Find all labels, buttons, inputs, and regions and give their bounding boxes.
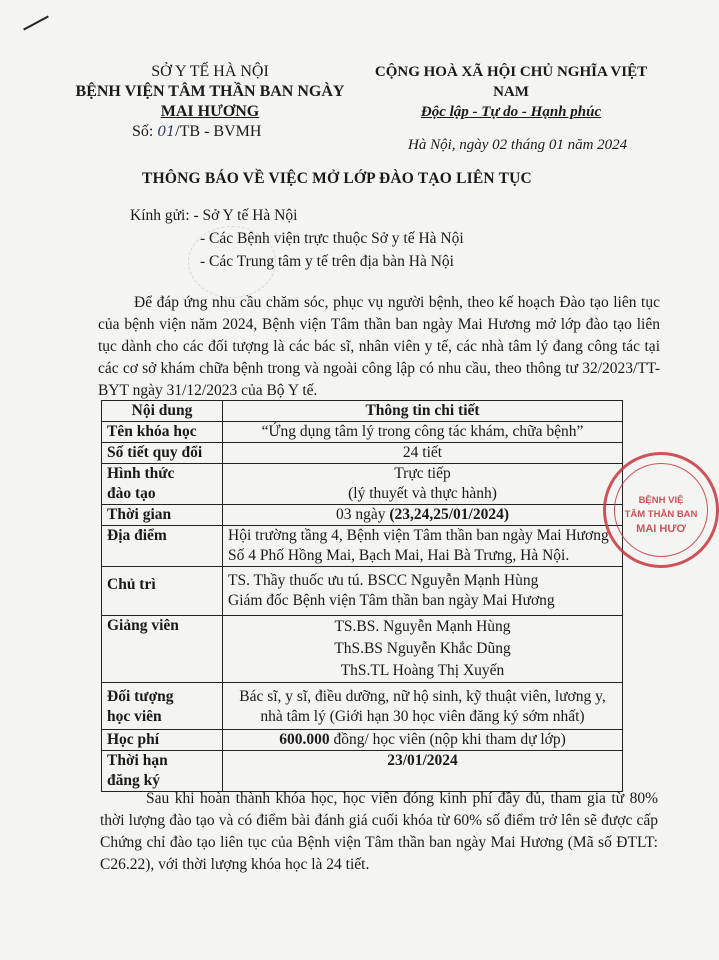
national-motto: Độc lập - Tự do - Hạnh phúc <box>420 104 602 120</box>
row-label-format-1: Hình thức <box>107 465 175 482</box>
table-row <box>102 464 623 505</box>
row-label-lecturer: Giảng viên <box>102 616 223 683</box>
row-label-deadline-1: Thời hạn <box>107 752 168 769</box>
place-line-1: Hội trường tầng 4, Bệnh viện Tâm thần ban ngày Mai Hương <box>228 527 609 544</box>
time-dates: (23,24,25/01/2024) <box>389 506 510 523</box>
row-value-place <box>223 526 623 567</box>
fee-note: đồng/ học viên (nộp khi tham dự lớp) <box>329 731 566 748</box>
row-label-course: Tên khóa học <box>102 422 223 443</box>
hospital-stamp <box>603 452 719 568</box>
row-label-chair: Chủ trì <box>102 567 223 616</box>
recipient-2: - Các Bệnh viện trực thuộc Sở y tế Hà Nội <box>200 230 464 247</box>
row-label-format-2: đào tạo <box>107 485 156 502</box>
row-label-time: Thời gian <box>102 505 223 526</box>
intro-paragraph: Để đáp ứng nhu cầu chăm sóc, phục vụ người bệnh, theo kế hoạch Đào tạo liên tục của bệnh viện năm 2024, Bệnh viện Tâm thần ban ngày Mai Hương mở lớp đào tạo liên tục dành cho các đối tượng là các bác sĩ, nhân viên y tế, các nhà tâm lý đang công tác tại các cơ sở khám chữa bệnh trong và ngoài công lập có nhu cầu, theo thông tư 32/2023/TT-BYT ngày 31/12/2023 của Bộ Y tế. <box>98 294 660 399</box>
chair-line-2: Giám đốc Bệnh viện Tâm thần ban ngày Mai Hương <box>228 592 555 609</box>
row-value-time <box>223 505 623 526</box>
recipients <box>130 204 464 273</box>
row-value-deadline: 23/01/2024 <box>223 751 623 792</box>
row-value-target <box>223 683 623 730</box>
doc-number-prefix: Số: <box>132 123 154 140</box>
table-row <box>102 443 623 464</box>
chair-line-1: TS. Thầy thuốc ưu tú. BSCC Nguyễn Mạnh Hùng <box>228 572 539 589</box>
issuer-department: SỞ Y TẾ HÀ NỘI <box>151 63 269 80</box>
doc-number-suffix: /TB - BVMH <box>175 123 262 140</box>
stamp-line-3: MAI HƯƠ <box>636 523 686 535</box>
table-row <box>102 422 623 443</box>
target-line-2: nhà tâm lý (Giới hạn 30 học viên đăng ký sớm nhất) <box>260 708 585 725</box>
stamp-line-2: TÂM THẦN BAN <box>624 509 698 520</box>
row-value-course: “Ứng dụng tâm lý trong công tác khám, chữa bệnh” <box>223 422 623 443</box>
country-name: CỘNG HOÀ XÃ HỘI CHỦ NGHĨA VIỆT NAM <box>374 64 648 100</box>
row-value-periods: 24 tiết <box>223 443 623 464</box>
row-label-fee: Học phí <box>102 730 223 751</box>
row-label-target-1: Đối tượng <box>107 688 174 705</box>
place-line-2: Số 4 Phố Hồng Mai, Bạch Mai, Hai Bà Trưng, Hà Nội. <box>228 547 570 564</box>
pen-mark <box>23 16 49 31</box>
issuer-block <box>60 62 360 142</box>
table-row <box>102 751 623 792</box>
table-row <box>102 730 623 751</box>
issuer-hospital: BỆNH VIỆN TÂM THẦN BAN NGÀY <box>75 83 345 100</box>
row-label-target <box>102 683 223 730</box>
fee-amount: 600.000 <box>279 731 330 748</box>
row-value-format <box>223 464 623 505</box>
row-value-lecturers <box>223 616 623 683</box>
lecturer-3: ThS.TL Hoàng Thị Xuyến <box>340 662 505 679</box>
doc-number-handwritten: 01 <box>157 124 176 140</box>
recipient-1: Kính gửi: - Sở Y tế Hà Nội <box>130 207 298 224</box>
row-label-periods: Số tiết quy đổi <box>102 443 223 464</box>
row-label-deadline <box>102 751 223 792</box>
row-value-format-1: Trực tiếp <box>394 465 451 482</box>
course-info-table <box>101 400 623 792</box>
stamp-line-1: BỆNH VIỆ <box>638 495 684 506</box>
document-title: THÔNG BÁO VỀ VIỆC MỞ LỚP ĐÀO TẠO LIÊN TỤC <box>142 170 532 187</box>
recipient-3: - Các Trung tâm y tế trên địa bàn Hà Nội <box>200 253 454 270</box>
time-days: 03 ngày <box>335 506 390 523</box>
row-value-chair <box>223 567 623 616</box>
row-value-format-2: (lý thuyết và thực hành) <box>348 485 497 502</box>
table-row <box>102 505 623 526</box>
target-line-1: Bác sĩ, y sĩ, điều dưỡng, nữ hộ sinh, kỹ thuật viên, lương y, <box>239 688 606 705</box>
row-label-format <box>102 464 223 505</box>
table-row <box>102 567 623 616</box>
table-row <box>102 526 623 567</box>
table-row <box>102 616 623 683</box>
national-header <box>366 62 656 122</box>
column-header-details: Thông tin chi tiết <box>223 401 623 422</box>
row-value-fee <box>223 730 623 751</box>
issuer-hospital-name: MAI HƯƠNG <box>160 103 260 120</box>
column-header-content: Nội dung <box>102 401 223 422</box>
closing-paragraph: Sau khi hoàn thành khóa học, học viên đóng kinh phí đầy đủ, tham gia từ 80% thời lượng đào tạo và có điểm bài đánh giá cuối khóa từ 60% số điểm trở lên sẽ được cấp Chứng chỉ đào tạo liên tục của Bệnh viện Tâm thần ban ngày Mai Hương (Mã số ĐTLT: C26.22), với thời lượng khóa học là 24 tiết. <box>100 790 658 873</box>
lecturer-1: TS.BS. Nguyễn Mạnh Hùng <box>334 618 511 635</box>
row-label-place: Địa điểm <box>102 526 223 567</box>
document-date: Hà Nội, ngày 02 tháng 01 năm 2024 <box>408 137 628 153</box>
table-header-row <box>102 401 623 422</box>
row-label-deadline-2: đăng ký <box>107 772 160 789</box>
document-number <box>60 122 360 142</box>
lecturer-2: ThS.BS Nguyễn Khắc Dũng <box>334 640 511 657</box>
row-label-target-2: học viên <box>107 708 162 725</box>
table-row <box>102 683 623 730</box>
